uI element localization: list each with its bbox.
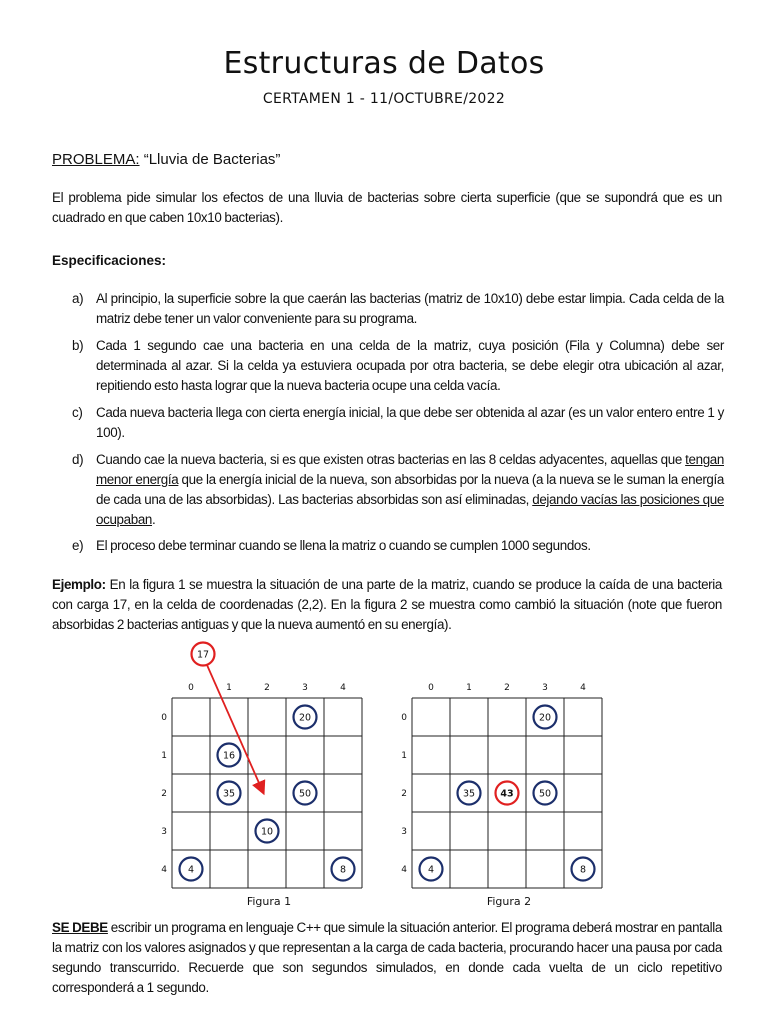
figure-1-bacteria-value: 10 bbox=[260, 826, 274, 838]
spec-text: Cada nueva bacteria llega con cierta energía inicial, la que debe ser obtenida al azar (es un valor entero entre 1 y 100). bbox=[96, 405, 724, 440]
figure-1-col-label: 2 bbox=[264, 683, 270, 693]
figure-2-bacteria-value: 8 bbox=[579, 864, 587, 876]
figure-1-row-label: 1 bbox=[161, 751, 167, 761]
spec-d-mid: que la energía inicial de la nueva, son absorbidas por la nueva (a la nueva se le suman la energía de cada una de las absorbidas). Las bacterias absorbidas son así eliminadas, bbox=[96, 472, 724, 507]
spec-text: Cada 1 segundo cae una bacteria en una celda de la matriz, cuya posición (Fila y Columna) debe ser determinada al azar. Si la celda ya estuviera ocupada por otra bacteria, se debe elegir otra ubicación al azar, repitiendo esto hasta lograr que la nueva bacteria ocupe una celda vacía. bbox=[96, 338, 724, 393]
figure-1-col-label: 1 bbox=[226, 683, 232, 693]
spec-text bbox=[96, 450, 724, 530]
spec-d-underline-1: tengan menor energía bbox=[96, 452, 724, 487]
problem-name: “Lluvia de Bacterias” bbox=[143, 151, 281, 168]
figure-2-bacteria-value: 35 bbox=[462, 788, 476, 800]
figure-1-caption: Figura 1 bbox=[246, 895, 292, 908]
figure-1-bacteria-value: 4 bbox=[187, 864, 195, 876]
problem-heading bbox=[52, 150, 722, 170]
problem-label: PROBLEMA: bbox=[52, 151, 140, 168]
figure-1-col-label: 0 bbox=[188, 683, 194, 693]
figure-2-bacteria-value: 4 bbox=[427, 864, 435, 876]
spec-d-post: . bbox=[152, 512, 156, 527]
figure-2-row-label: 0 bbox=[401, 713, 407, 723]
figure-1-row-label: 3 bbox=[161, 827, 167, 837]
figure-2-bacteria-value: 43 bbox=[500, 788, 514, 800]
figure-1-row-label: 4 bbox=[161, 865, 167, 875]
figure-2-col-label: 0 bbox=[428, 683, 434, 693]
specs-heading: Especificaciones: bbox=[52, 253, 167, 268]
figure-2-row-label: 3 bbox=[401, 827, 407, 837]
figure-1-col-label: 3 bbox=[302, 683, 308, 693]
exam-subtitle: CERTAMEN 1 - 11/OCTUBRE/2022 bbox=[262, 91, 506, 107]
figure-2-col-label: 3 bbox=[542, 683, 548, 693]
figure-1-row-label: 2 bbox=[161, 789, 167, 799]
figure-2-col-label: 1 bbox=[466, 683, 472, 693]
figure-2-row-label: 4 bbox=[401, 865, 407, 875]
figure-1-falling-value: 17 bbox=[196, 649, 210, 661]
figure-1-bacteria-value: 50 bbox=[298, 788, 312, 800]
spec-text: El proceso debe terminar cuando se llena la matriz o cuando se cumplen 1000 segundos. bbox=[96, 538, 591, 553]
figures-area bbox=[0, 638, 768, 908]
figure-2-row-label: 1 bbox=[401, 751, 407, 761]
spec-label: c) bbox=[72, 405, 83, 420]
figure-1-bacteria-value: 20 bbox=[298, 712, 312, 724]
figure-2-col-label: 2 bbox=[504, 683, 510, 693]
spec-label: a) bbox=[72, 291, 84, 306]
se-debe-label: SE DEBE bbox=[52, 920, 108, 935]
spec-text: Al principio, la superficie sobre la que caerán las bacterias (matriz de 10x10) debe estar limpia. Cada celda de la matriz debe tener un valor conveniente para su programa. bbox=[96, 291, 724, 326]
figure-1-row-label: 0 bbox=[161, 713, 167, 723]
spec-label: d) bbox=[72, 452, 84, 467]
figure-2-caption: Figura 2 bbox=[486, 895, 532, 908]
example-label: Ejemplo: bbox=[52, 577, 106, 592]
figure-2-col-label: 4 bbox=[580, 683, 586, 693]
figure-2-bacteria-value: 20 bbox=[538, 712, 552, 724]
figure-1-falling-arrow bbox=[207, 665, 263, 792]
se-debe-paragraph bbox=[52, 918, 722, 998]
spec-d-pre: Cuando cae la nueva bacteria, si es que existen otras bacterias en las 8 celdas adyacentes, aquellas que bbox=[96, 452, 686, 467]
se-debe-text: escribir un programa en lenguaje C++ que simule la situación anterior. El programa deberá mostrar en pantalla la matriz con los valores asignados y que representan a la carga de cada bacteria, procurando hacer una pausa por cada segundo transcurrido. Recuerde que son segundos simulados, en donde cada vuelta de un ciclo repetitivo corresponderá a 1 segundo. bbox=[52, 920, 722, 995]
spec-label: e) bbox=[72, 538, 84, 553]
figure-2-bacteria-value: 50 bbox=[538, 788, 552, 800]
intro-paragraph: El problema pide simular los efectos de una lluvia de bacterias sobre cierta superficie (que se supondrá que es un cuadrado en que caben 10x10 bacterias). bbox=[52, 190, 722, 225]
spec-label: b) bbox=[72, 338, 84, 353]
example-text: En la figura 1 se muestra la situación de una parte de la matriz, cuando se produce la caída de una bacteria con carga 17, en la celda de coordenadas (2,2). En la figura 2 se muestra como cambió la situación (note que fueron absorbidas 2 bacterias antiguas y que la nueva aumentó en su energía). bbox=[52, 577, 722, 632]
spec-d-underline-2: dejando vacías las posiciones que ocupaban bbox=[96, 492, 724, 527]
figure-1-bacteria-value: 16 bbox=[222, 750, 236, 762]
example-paragraph bbox=[52, 575, 722, 635]
figure-2-row-label: 2 bbox=[401, 789, 407, 799]
document-title: Estructuras de Datos bbox=[223, 46, 545, 81]
figure-1-bacteria-value: 8 bbox=[339, 864, 347, 876]
figure-1-col-label: 4 bbox=[340, 683, 346, 693]
figure-1-bacteria-value: 35 bbox=[222, 788, 236, 800]
